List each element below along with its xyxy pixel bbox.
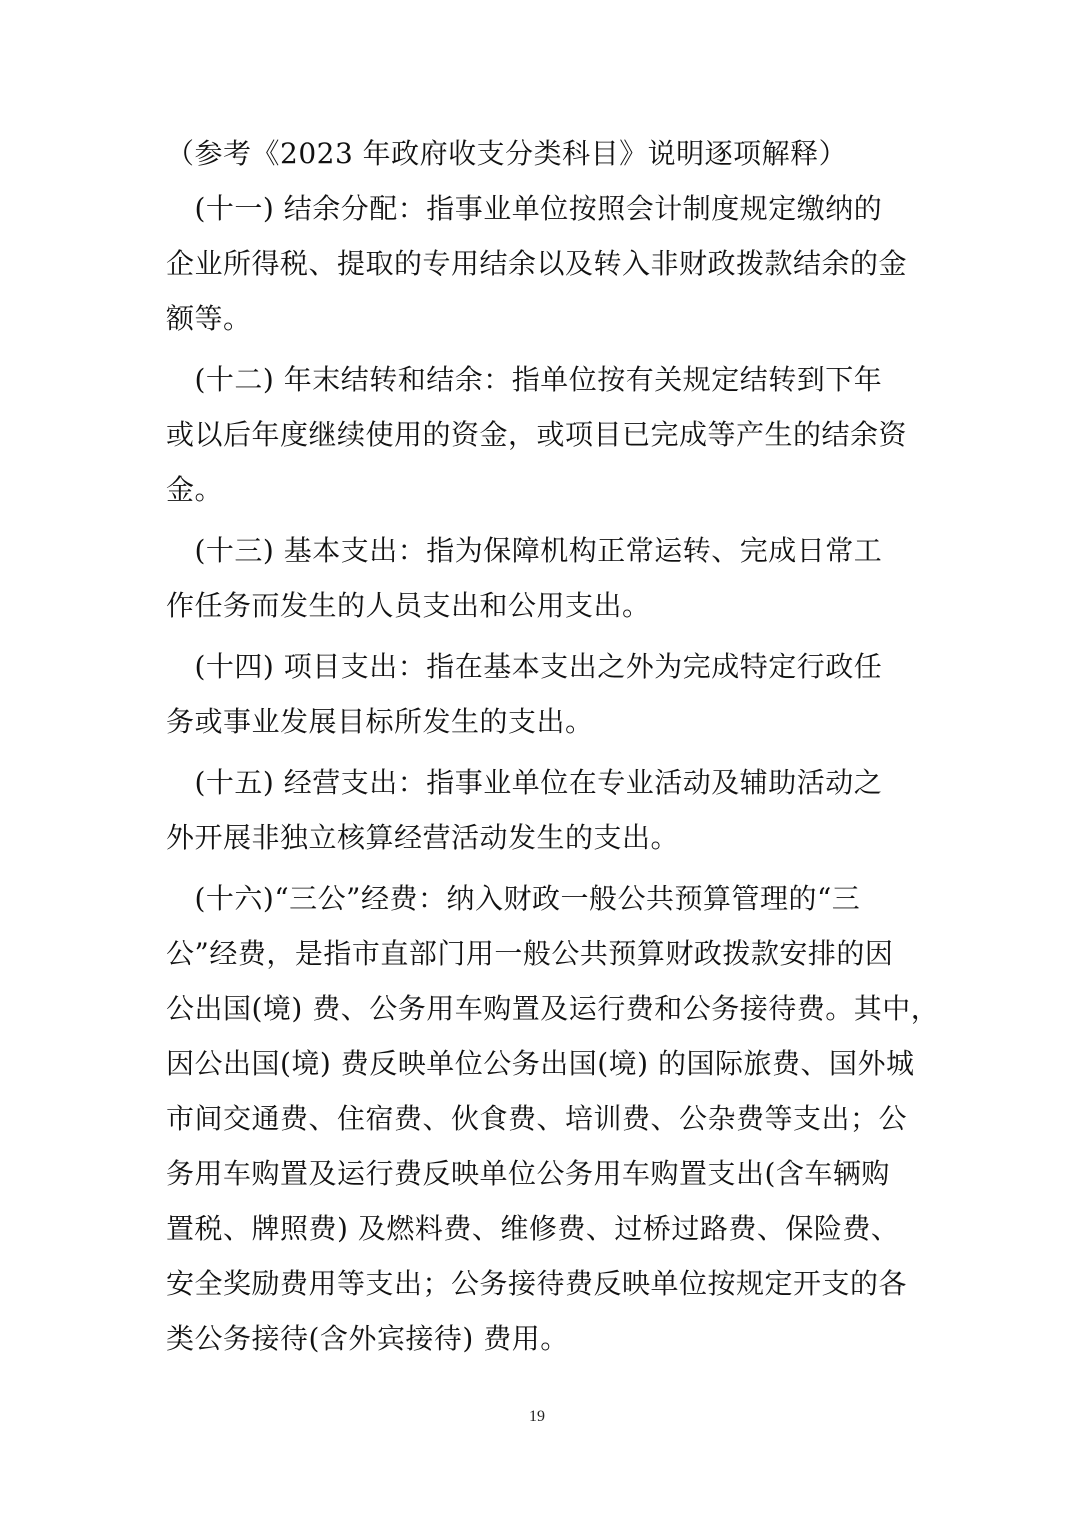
paragraph-line: 额等。 — [166, 302, 252, 335]
paragraph-line: 公”经费，是指市直部门用一般公共预算财政拨款安排的因 — [166, 937, 894, 970]
paragraph-15 — [166, 755, 916, 865]
paragraph-line: 企业所得税、提取的专用结余以及转入非财政拨款结余的金 — [166, 247, 908, 280]
document-body — [166, 126, 940, 1366]
subtitle-text: （参考《2023 年政府收支分类科目》说明逐项解释） — [166, 137, 848, 170]
paragraph-line: (十一) 结余分配：指事业单位按照会计制度规定缴纳的 — [166, 192, 883, 225]
paragraph-line: (十二) 年末结转和结余：指单位按有关规定结转到下年 — [166, 363, 883, 396]
paragraph-12 — [166, 352, 916, 517]
paragraph-line: 市间交通费、住宿费、伙食费、培训费、公杂费等支出；公 — [166, 1102, 908, 1135]
paragraph-line: 安全奖励费用等支出；公务接待费反映单位按规定开支的各 — [166, 1267, 908, 1300]
paragraph-line: 因公出国(境) 费反映单位公务出国(境) 的国际旅费、国外城 — [166, 1047, 915, 1080]
paragraph-line: 或以后年度继续使用的资金，或项目已完成等产生的结余资 — [166, 418, 908, 451]
paragraph-line: (十六)“三公”经费：纳入财政一般公共预算管理的“三 — [166, 882, 861, 915]
paragraph-line: 类公务接待(含外宾接待) 费用。 — [166, 1322, 569, 1355]
paragraph-line: 外开展非独立核算经营活动发生的支出。 — [166, 821, 680, 854]
paragraph-11 — [166, 181, 916, 346]
subtitle-line — [166, 126, 916, 181]
page-number: 19 — [529, 1408, 545, 1425]
paragraph-13 — [166, 523, 916, 633]
paragraph-line: (十四) 项目支出：指在基本支出之外为完成特定行政任 — [166, 650, 883, 683]
paragraph-line: 金。 — [166, 473, 224, 506]
paragraph-line: 置税、牌照费) 及燃料费、维修费、过桥过路费、保险费、 — [166, 1212, 900, 1245]
paragraph-14 — [166, 639, 916, 749]
paragraph-line: 公出国(境) 费、公务用车购置及运行费和公务接待费。其中， — [166, 992, 940, 1025]
paragraph-line: 务或事业发展目标所发生的支出。 — [166, 705, 594, 738]
paragraph-16 — [166, 871, 940, 1366]
paragraph-line: (十五) 经营支出：指事业单位在专业活动及辅助活动之 — [166, 766, 883, 799]
paragraph-line: 作任务而发生的人员支出和公用支出。 — [166, 589, 651, 622]
paragraph-line: 务用车购置及运行费反映单位公务用车购置支出(含车辆购 — [166, 1157, 890, 1190]
paragraph-line: (十三) 基本支出：指为保障机构正常运转、完成日常工 — [166, 534, 883, 567]
